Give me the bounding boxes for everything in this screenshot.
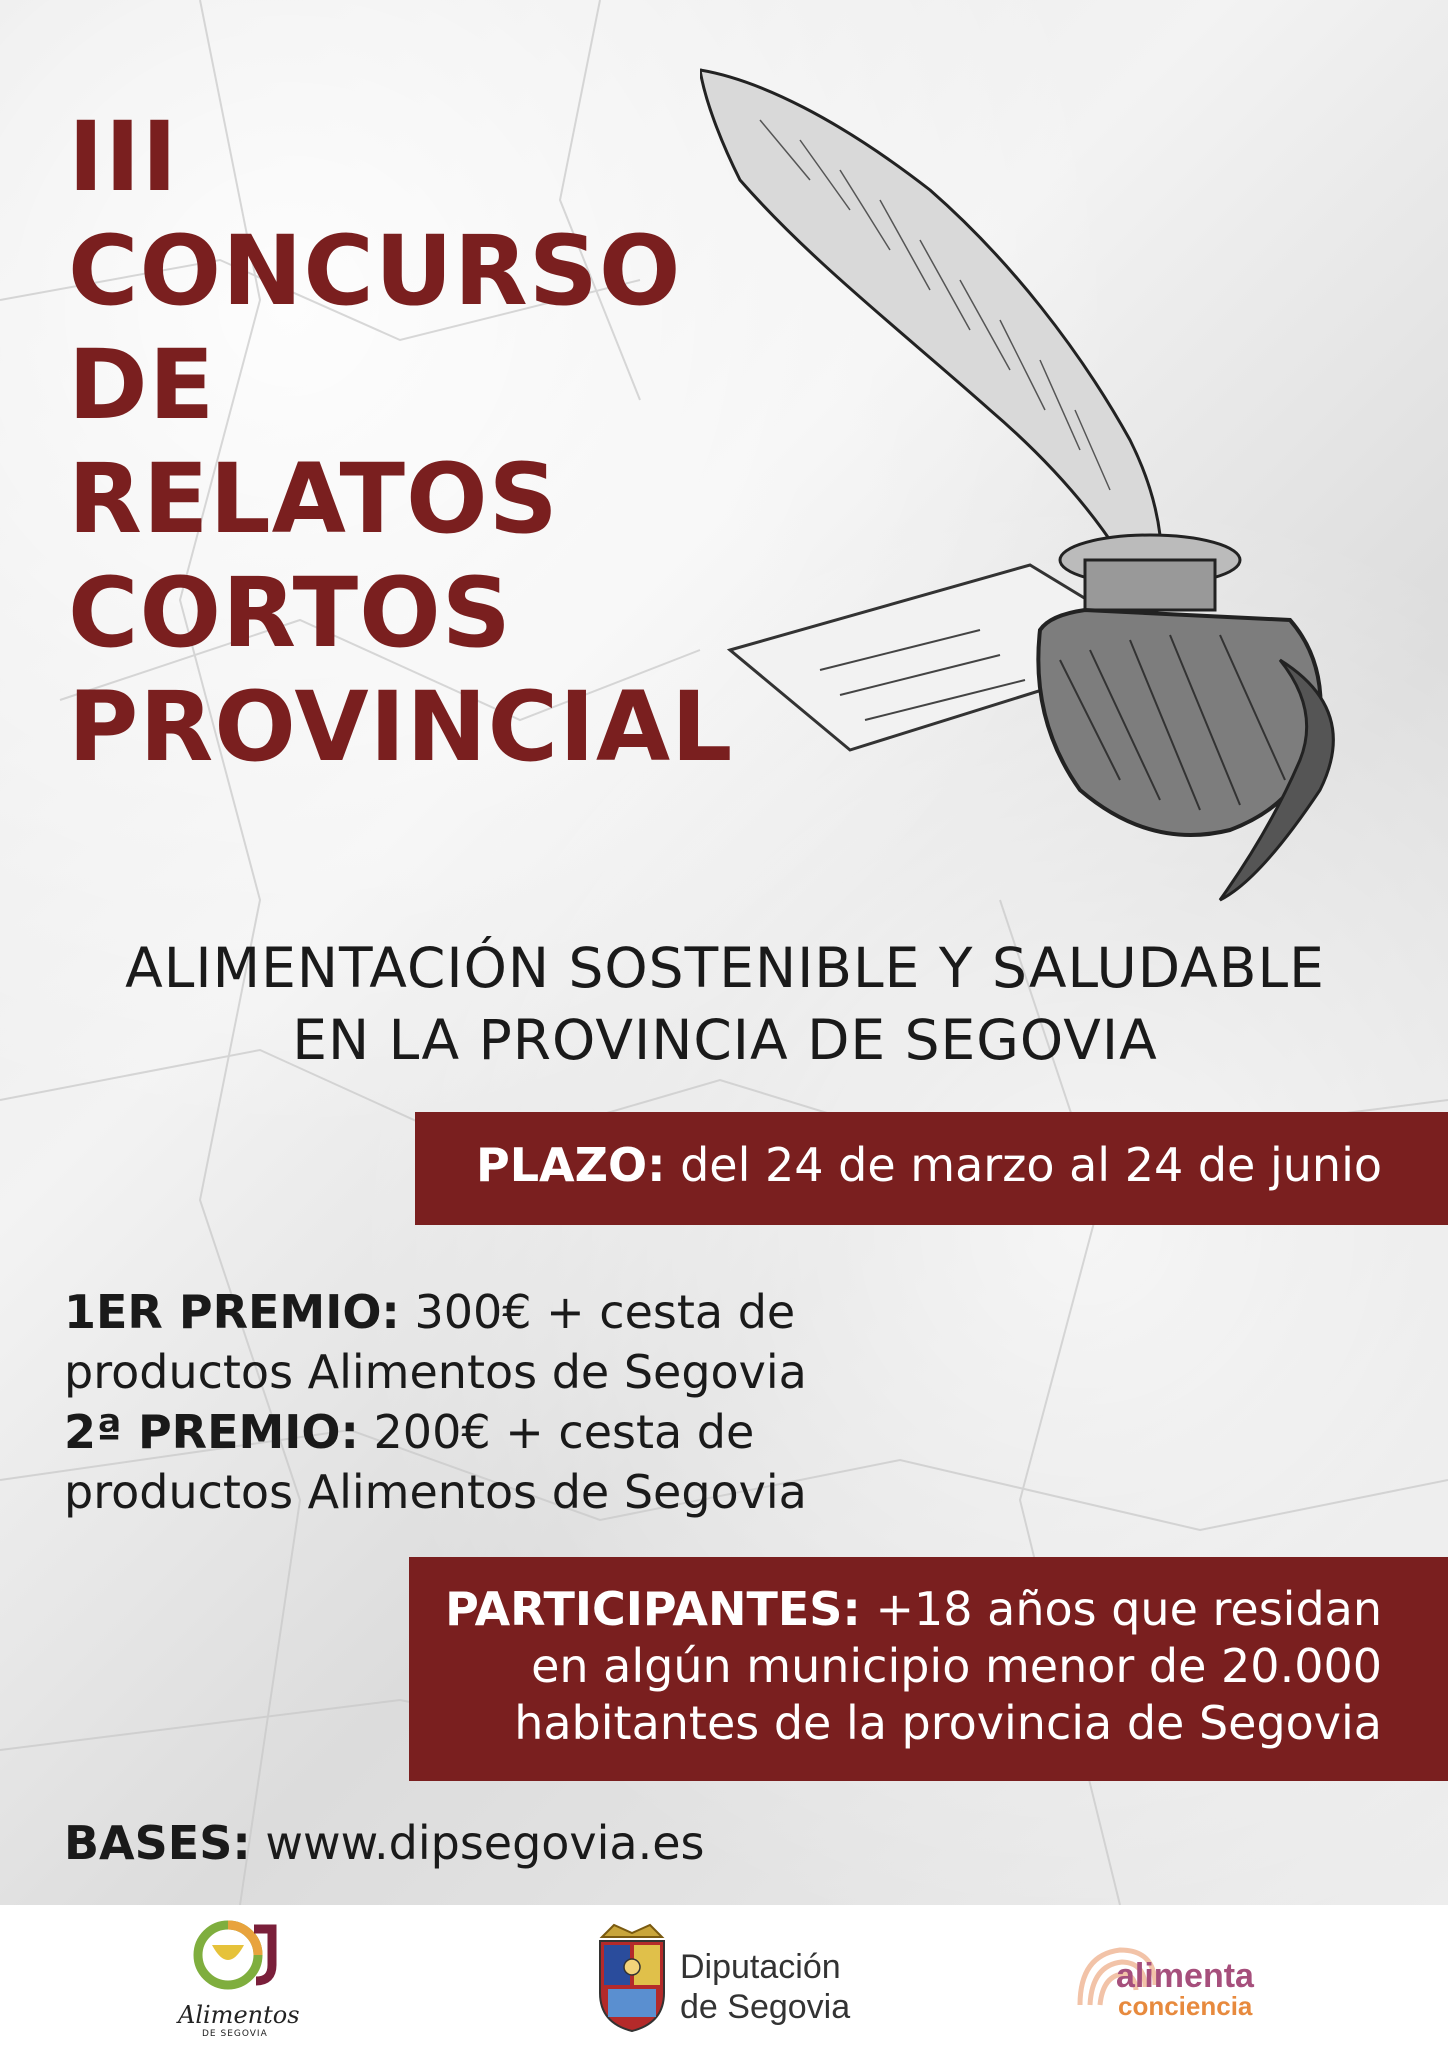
conciencia-logo-text: conciencia: [1118, 1991, 1253, 2021]
second-prize-label: 2ª PREMIO:: [64, 1405, 359, 1459]
second-prize-line-1: [64, 1402, 807, 1462]
deadline-label: PLAZO:: [476, 1138, 666, 1192]
second-prize-amount: 200€ + cesta de: [358, 1405, 755, 1459]
alimentos-logo-subtext: DE SEGOVIA: [202, 2029, 268, 2039]
second-prize-line-2: productos Alimentos de Segovia: [64, 1465, 807, 1519]
subtitle-line-1: ALIMENTACIÓN SOSTENIBLE Y SALUDABLE: [125, 936, 1325, 1000]
feather-quill-icon: [700, 70, 1162, 620]
rules-link[interactable]: www.dipsegovia.es: [250, 1816, 705, 1870]
sponsor-footer: [0, 1905, 1448, 2048]
page-title: [68, 100, 733, 784]
deadline-text: [476, 1138, 1382, 1192]
first-prize-label: 1ER PREMIO:: [64, 1285, 400, 1339]
deadline-banner: [415, 1112, 1448, 1225]
rules-info: [64, 1816, 705, 1870]
participants-banner: [409, 1557, 1448, 1781]
quill-and-inkwell-illustration: [700, 60, 1400, 920]
participants-line-3: habitantes de la provincia de Segovia: [514, 1696, 1382, 1750]
diputacion-de-segovia-logo: [590, 1905, 890, 2048]
title-line-1: III: [68, 101, 179, 213]
first-prize-line-1: [64, 1282, 807, 1342]
rules-label: BASES:: [64, 1816, 251, 1870]
participants-line-2: en algún municipio menor de 20.000: [531, 1639, 1382, 1693]
participants-value: +18 años que residan: [860, 1582, 1382, 1636]
inkwell-icon: [1038, 535, 1333, 900]
title-line-6: PROVINCIAL: [68, 671, 734, 783]
diputacion-logo-text: [680, 1947, 850, 2027]
diputacion-line-1: Diputación: [680, 1948, 841, 1986]
first-prize-line-2: productos Alimentos de Segovia: [64, 1345, 807, 1399]
participants-label: PARTICIPANTES:: [445, 1582, 861, 1636]
title-line-5: CORTOS: [68, 557, 512, 669]
coat-of-arms-icon: [594, 1923, 670, 2033]
participants-text: [445, 1581, 1382, 1752]
first-prize-amount: 300€ + cesta de: [399, 1285, 796, 1339]
title-line-3: DE: [68, 329, 216, 441]
alimentos-logo-text: Alimentos: [178, 2001, 300, 2029]
title-line-2: CONCURSO: [68, 215, 682, 327]
alimenta-conciencia-logo: [1060, 1905, 1300, 2048]
deadline-value: del 24 de marzo al 24 de junio: [665, 1138, 1382, 1192]
prizes-section: [64, 1282, 807, 1522]
subtitle-line-2: EN LA PROVINCIA DE SEGOVIA: [292, 1008, 1158, 1072]
theme-subtitle: [60, 932, 1390, 1076]
alimentos-logo-icon: [192, 1915, 278, 1995]
title-line-4: RELATOS: [68, 443, 559, 555]
alimentos-de-segovia-logo: [160, 1905, 310, 2048]
diputacion-line-2: de Segovia: [680, 1988, 851, 2026]
participants-line-1: [445, 1581, 1382, 1638]
alimenta-logo-text: alimenta: [1116, 1957, 1254, 1995]
